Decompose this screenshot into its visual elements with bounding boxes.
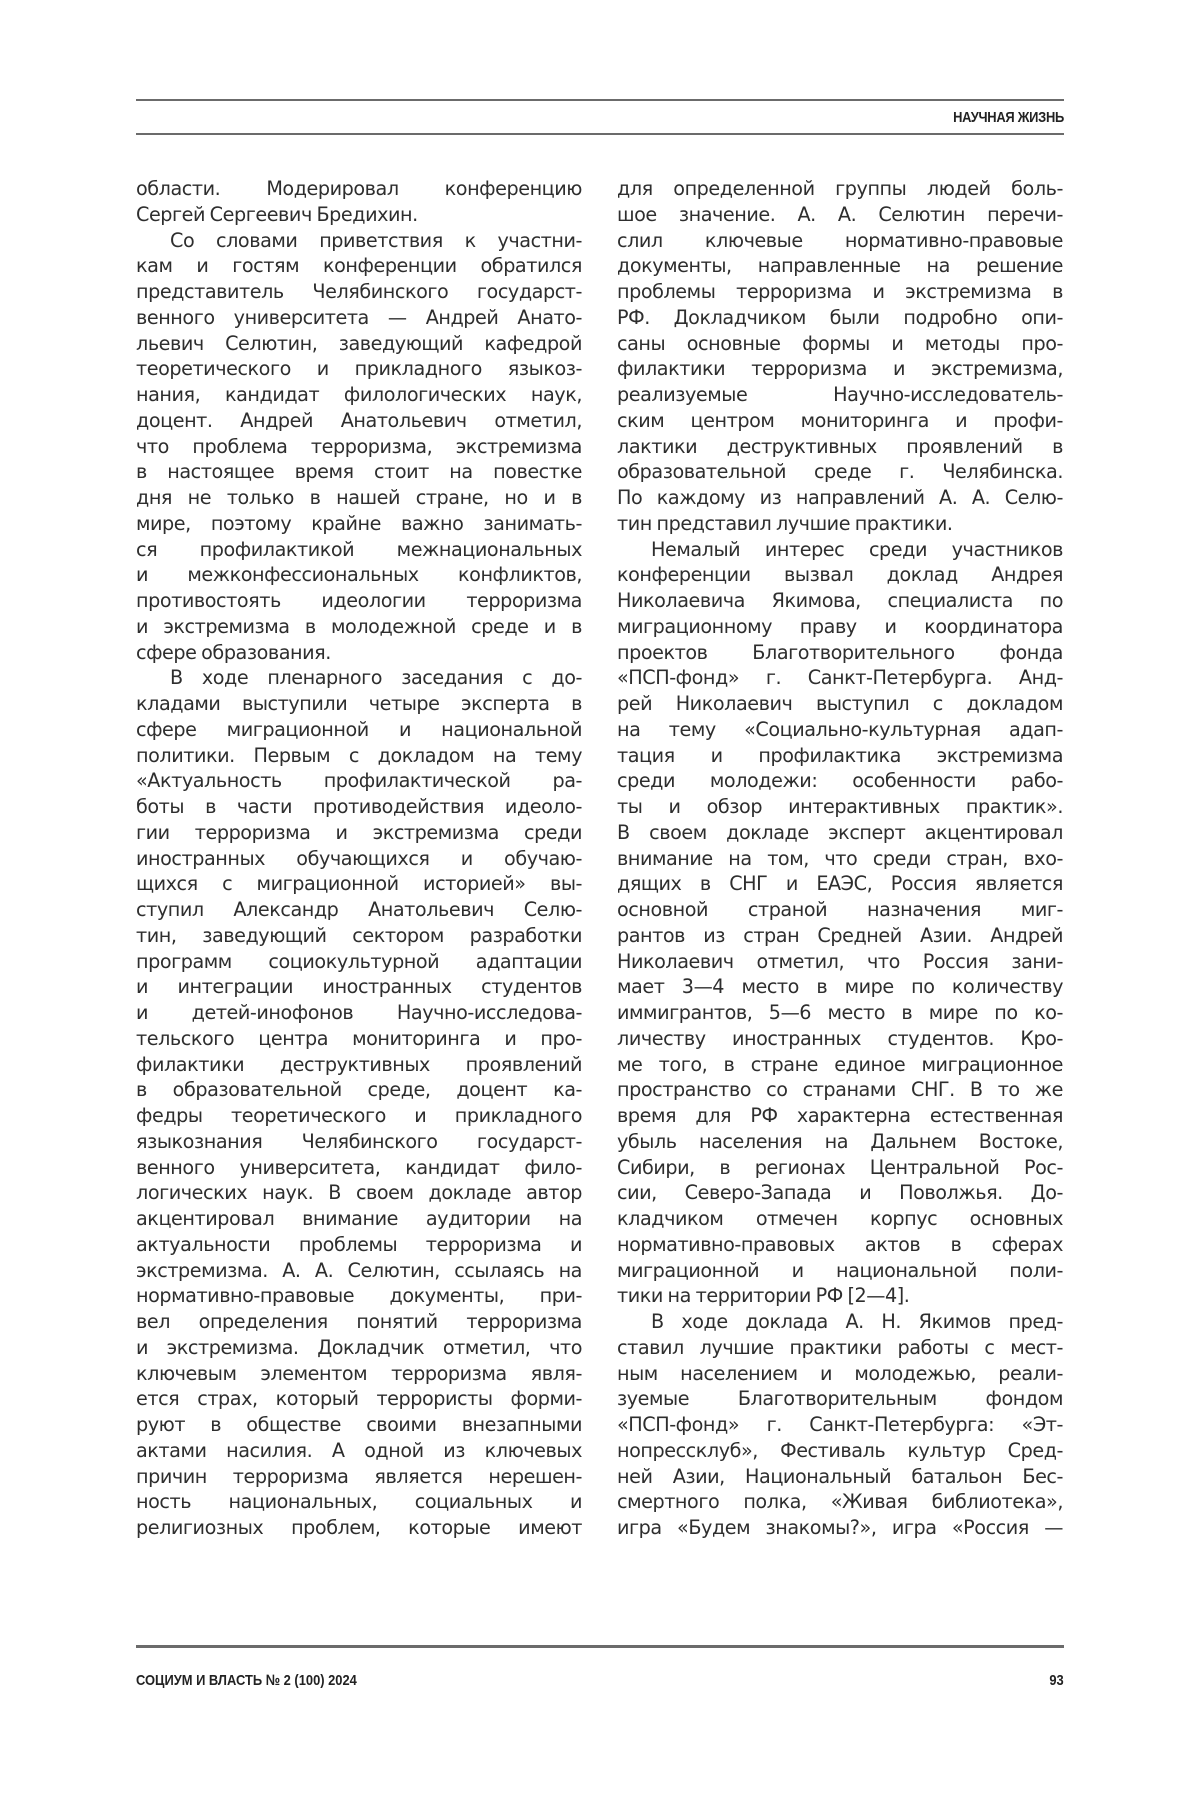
text-line: ся профилактикой межнациональных	[136, 537, 582, 561]
text-line: РФ. Докладчиком были подробно опи-	[617, 305, 1063, 329]
text-line: политики. Первым с докладом на тему	[136, 743, 582, 767]
text-line: Со словами приветствия к участни-	[170, 228, 582, 252]
text-line: «ПСП-фонд» г. Санкт-Петербурга. Анд-	[617, 666, 1063, 690]
text-line: ме того, в стране единое миграционное	[617, 1052, 1063, 1076]
text-line: ставил лучшие практики работы с мест-	[617, 1335, 1063, 1359]
text-line: «Актуальность профилактической ра-	[136, 769, 582, 793]
text-line: и межконфессиональных конфликтов,	[136, 563, 582, 587]
text-line: кладами выступили четыре эксперта в	[136, 692, 582, 715]
text-line: дня не только в нашей стране, но и в	[136, 486, 582, 509]
text-line: филактики терроризма и экстремизма,	[617, 357, 1063, 381]
text-line: на тему «Социально-культурная адап-	[617, 717, 1063, 741]
text-line: противостоять идеологии терроризма	[136, 589, 582, 612]
text-line: сфере образования.	[136, 640, 331, 664]
text-line: мает 3—4 место в мире по количеству	[617, 975, 1063, 999]
left-column	[136, 176, 582, 1541]
text-line: саны основные формы и методы про-	[617, 331, 1063, 355]
text-line: актами насилия. А одной из ключевых	[136, 1438, 582, 1462]
text-line: льевич Селютин, заведующий кафедрой	[136, 331, 582, 355]
text-line: вел определения понятий терроризма	[136, 1310, 582, 1333]
text-line: лактики деструктивных проявлений в	[617, 434, 1063, 458]
text-line: внимание на том, что среди стран, вхо-	[617, 846, 1063, 870]
text-line: для определенной группы людей боль-	[617, 177, 1063, 200]
text-line: причин терроризма является нерешен-	[136, 1464, 582, 1488]
text-line: документы, направленные на решение	[617, 254, 1063, 278]
text-line: Николаевича Якимова, специалиста по	[617, 589, 1063, 612]
text-line: актуальности проблемы терроризма и	[136, 1232, 582, 1256]
text-line: игра «Будем знакомы?», игра «Россия —	[617, 1516, 1063, 1539]
text-line: пространство со странами СНГ. В то же	[617, 1078, 1063, 1102]
text-line: в настоящее время стоит на повестке	[136, 460, 582, 484]
text-line: В своем докладе эксперт акцентировал	[617, 820, 1063, 844]
text-line: тельского центра мониторинга и про-	[136, 1026, 582, 1050]
header-rule-top	[136, 99, 1064, 101]
text-line: зуемые Благотворительным фондом	[617, 1387, 1063, 1411]
footer-journal-title: СОЦИУМ И ВЛАСТЬ № 2 (100) 2024	[136, 1672, 357, 1689]
text-line: личеству иностранных студентов. Кро-	[617, 1026, 1063, 1050]
text-line: федры теоретического и прикладного	[136, 1104, 582, 1127]
text-line: смертного полка, «Живая библиотека»,	[617, 1490, 1063, 1514]
text-line: ты и обзор интерактивных практик».	[617, 795, 1063, 818]
text-line: руют в обществе своими внезапными	[136, 1413, 582, 1436]
text-line: тин, заведующий сектором разработки	[136, 923, 582, 947]
text-line: рантов из стран Средней Азии. Андрей	[617, 923, 1063, 947]
text-line: ским центром мониторинга и профи-	[617, 408, 1063, 432]
text-line: нормативно-правовые документы, при-	[136, 1284, 582, 1308]
text-line: мире, поэтому крайне важно занимать-	[136, 511, 582, 535]
text-line: слил ключевые нормативно-правовые	[617, 228, 1063, 252]
text-line: и детей-инофонов Научно-исследова-	[136, 1001, 582, 1024]
text-line: Немалый интерес среди участников	[651, 537, 1063, 561]
text-line: реализуемые Научно-исследователь-	[617, 383, 1063, 406]
text-line: ступил Александр Анатольевич Селю-	[136, 898, 582, 921]
text-line: нопрессклуб», Фестиваль культур Сред-	[617, 1438, 1063, 1462]
text-line: В ходе доклада А. Н. Якимов пред-	[651, 1310, 1063, 1333]
text-line: теоретического и прикладного языкоз-	[136, 357, 582, 381]
text-line: время для РФ характерна естественная	[617, 1104, 1063, 1127]
text-line: конференции вызвал доклад Андрея	[617, 563, 1063, 587]
text-line: Сибири, в регионах Центральной Рос-	[617, 1155, 1063, 1179]
text-line: шое значение. А. А. Селютин перечи-	[617, 202, 1063, 226]
text-line: тин представил лучшие практики.	[617, 511, 953, 535]
footer-rule	[136, 1645, 1064, 1648]
text-line: щихся с миграционной историей» вы-	[136, 872, 582, 896]
text-line: «ПСП-фонд» г. Санкт-Петербурга: «Эт-	[617, 1413, 1063, 1436]
text-line: ключевым элементом терроризма явля-	[136, 1361, 582, 1385]
text-line: миграционному праву и координатора	[617, 614, 1063, 638]
text-line: В ходе пленарного заседания с до-	[170, 666, 582, 690]
text-line: рей Николаевич выступил с докладом	[617, 692, 1063, 715]
text-line: образовательной среде г. Челябинска.	[617, 460, 1063, 484]
text-line: тация и профилактика экстремизма	[617, 743, 1063, 767]
text-line: доцент. Андрей Анатольевич отметил,	[136, 408, 582, 432]
text-line: кладчиком отмечен корпус основных	[617, 1207, 1063, 1230]
text-line: проектов Благотворительного фонда	[617, 640, 1063, 664]
text-line: филактики деструктивных проявлений	[136, 1052, 582, 1076]
text-line: области. Модерировал конференцию	[136, 177, 582, 200]
text-line: среди молодежи: особенности рабо-	[617, 769, 1063, 793]
text-line: ным населением и молодежью, реали-	[617, 1361, 1063, 1385]
text-line: Сергей Сергеевич Бредихин.	[136, 202, 418, 226]
text-line: убыль населения на Дальнем Востоке,	[617, 1129, 1063, 1153]
text-line: боты в части противодействия идеоло-	[136, 795, 582, 818]
text-line: и экстремизма. Докладчик отметил, что	[136, 1335, 582, 1359]
text-line: основной страной назначения миг-	[617, 898, 1063, 921]
text-line: религиозных проблем, которые имеют	[136, 1516, 582, 1539]
text-line: ность национальных, социальных и	[136, 1490, 582, 1514]
footer-page-number: 93	[1049, 1672, 1064, 1689]
header-rule-bottom	[136, 133, 1064, 135]
text-line: программ социокультурной адаптации	[136, 949, 582, 973]
text-line: дящих в СНГ и ЕАЭС, Россия является	[617, 872, 1063, 896]
running-head-section-title: НАУЧНАЯ ЖИЗНЬ	[953, 109, 1064, 126]
right-column	[617, 176, 1063, 1541]
text-line: и экстремизма в молодежной среде и в	[136, 614, 582, 638]
text-line: что проблема терроризма, экстремизма	[136, 434, 582, 458]
text-line: нормативно-правовых актов в сферах	[617, 1232, 1063, 1256]
text-line: экстремизма. А. А. Селютин, ссылаясь на	[136, 1258, 582, 1282]
text-line: тики на территории РФ [2—4].	[617, 1284, 910, 1308]
text-line: нания, кандидат филологических наук,	[136, 383, 582, 406]
text-line: иммигрантов, 5—6 место в мире по ко-	[617, 1001, 1063, 1024]
text-line: иностранных обучающихся и обучаю-	[136, 846, 582, 870]
text-line: венного университета — Андрей Анато-	[136, 305, 582, 329]
text-line: кам и гостям конференции обратился	[136, 254, 582, 278]
text-line: ется страх, который террористы форми-	[136, 1387, 582, 1411]
text-line: По каждому из направлений А. А. Селю-	[617, 486, 1063, 509]
text-line: сии, Северо-Запада и Поволжья. До-	[617, 1181, 1063, 1205]
text-line: логических наук. В своем докладе автор	[136, 1181, 582, 1205]
text-line: миграционной и национальной поли-	[617, 1258, 1063, 1282]
text-line: языкознания Челябинского государст-	[136, 1129, 582, 1153]
text-line: венного университета, кандидат фило-	[136, 1155, 582, 1179]
text-line: акцентировал внимание аудитории на	[136, 1207, 582, 1230]
text-line: ней Азии, Национальный батальон Бес-	[617, 1464, 1063, 1488]
text-line: проблемы терроризма и экстремизма в	[617, 280, 1063, 303]
text-line: в образовательной среде, доцент ка-	[136, 1078, 582, 1102]
text-line: гии терроризма и экстремизма среди	[136, 820, 582, 844]
text-line: Николаевич отметил, что Россия зани-	[617, 949, 1063, 973]
text-line: и интеграции иностранных студентов	[136, 975, 582, 999]
text-line: представитель Челябинского государст-	[136, 280, 582, 303]
text-line: сфере миграционной и национальной	[136, 717, 582, 741]
